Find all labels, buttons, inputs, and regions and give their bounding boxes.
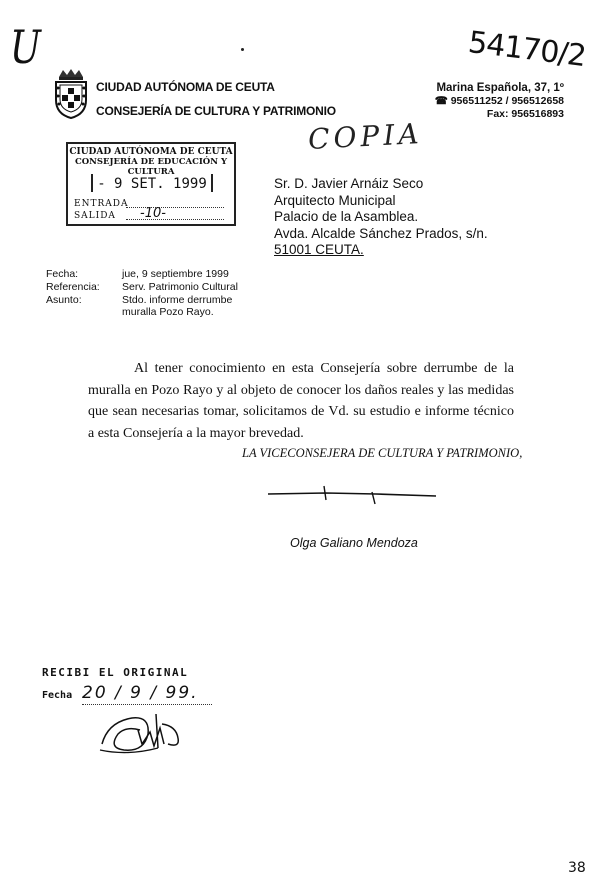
stamp-entrada-label: ENTRADA [74, 199, 129, 209]
fax-line: Fax: 956516893 [486, 108, 564, 120]
signatory-name: Olga Galiano Mendoza [290, 536, 418, 550]
recipient-block [274, 176, 488, 259]
phone-line: ☎ 956511252 / 956512658 [434, 95, 564, 107]
coat-of-arms-icon [50, 68, 92, 120]
fecha-label: Fecha: [46, 268, 79, 280]
asunto-value: Stdo. informe derrumbe [122, 294, 233, 306]
recipient-street: Avda. Alcalde Sánchez Prados, s/n. [274, 225, 488, 241]
asunto-label: Asunto: [46, 294, 82, 306]
reference-number: 54170/2 [466, 24, 588, 75]
department-name: CONSEJERÍA DE CULTURA Y PATRIMONIO [96, 104, 336, 118]
stamp-salida-label: SALIDA [74, 211, 116, 221]
fecha-value: jue, 9 septiembre 1999 [122, 268, 229, 280]
receipt-fecha-label: Fecha [42, 690, 73, 701]
stamp-header: CIUDAD AUTÓNOMA DE CEUTA [69, 147, 233, 157]
ink-dot [241, 48, 244, 51]
archive-mark: U [9, 20, 41, 74]
recipient-city: 51001 CEUTA. [274, 242, 364, 257]
referencia-label: Referencia: [46, 281, 100, 293]
stamp-registry-number: -10- [140, 206, 166, 221]
letter-body [88, 358, 514, 444]
stamp-date-box [91, 174, 213, 192]
stamp-subheader: CONSEJERÍA DE EDUCACIÓN Y CULTURA [74, 157, 228, 177]
letterhead-address [435, 82, 564, 121]
body-paragraph: Al tener conocimiento en esta Consejería sobre derrumbe de la muralla en Pozo Rayo y al objeto de conocer los daños reales y las medidas que sean necesarias tomar, solicitamos de Vd. su estudio e informe técnico a esta Consejería a la mayor brevedad. [88, 361, 514, 441]
receipt-signature-scribble [98, 704, 204, 760]
page-number: 38 [568, 860, 586, 876]
signatory-title: LA VICECONSEJERA DE CULTURA Y PATRIMONIO, [242, 446, 523, 460]
recipient-role: Arquitecto Municipal [274, 192, 396, 208]
receipt-date: 20 / 9 / 99. [82, 683, 199, 703]
asunto-value-cont: muralla Pozo Rayo. [122, 306, 214, 318]
receipt-stamp-label: RECIBI EL ORIGINAL [42, 666, 189, 679]
copia-stamp: COPIA [307, 117, 424, 156]
recipient-name: Sr. D. Javier Arnáiz Seco [274, 176, 424, 191]
org-name: CIUDAD AUTÓNOMA DE CEUTA [96, 80, 275, 94]
stamp-date: - 9 SET. 1999 [97, 176, 207, 192]
address-line: Marina Española, 37, 1º [436, 82, 564, 94]
referencia-value: Serv. Patrimonio Cultural [122, 281, 238, 293]
registry-stamp [66, 142, 236, 226]
recipient-building: Palacio de la Asamblea. [274, 209, 419, 224]
signature-scribble [266, 480, 438, 510]
